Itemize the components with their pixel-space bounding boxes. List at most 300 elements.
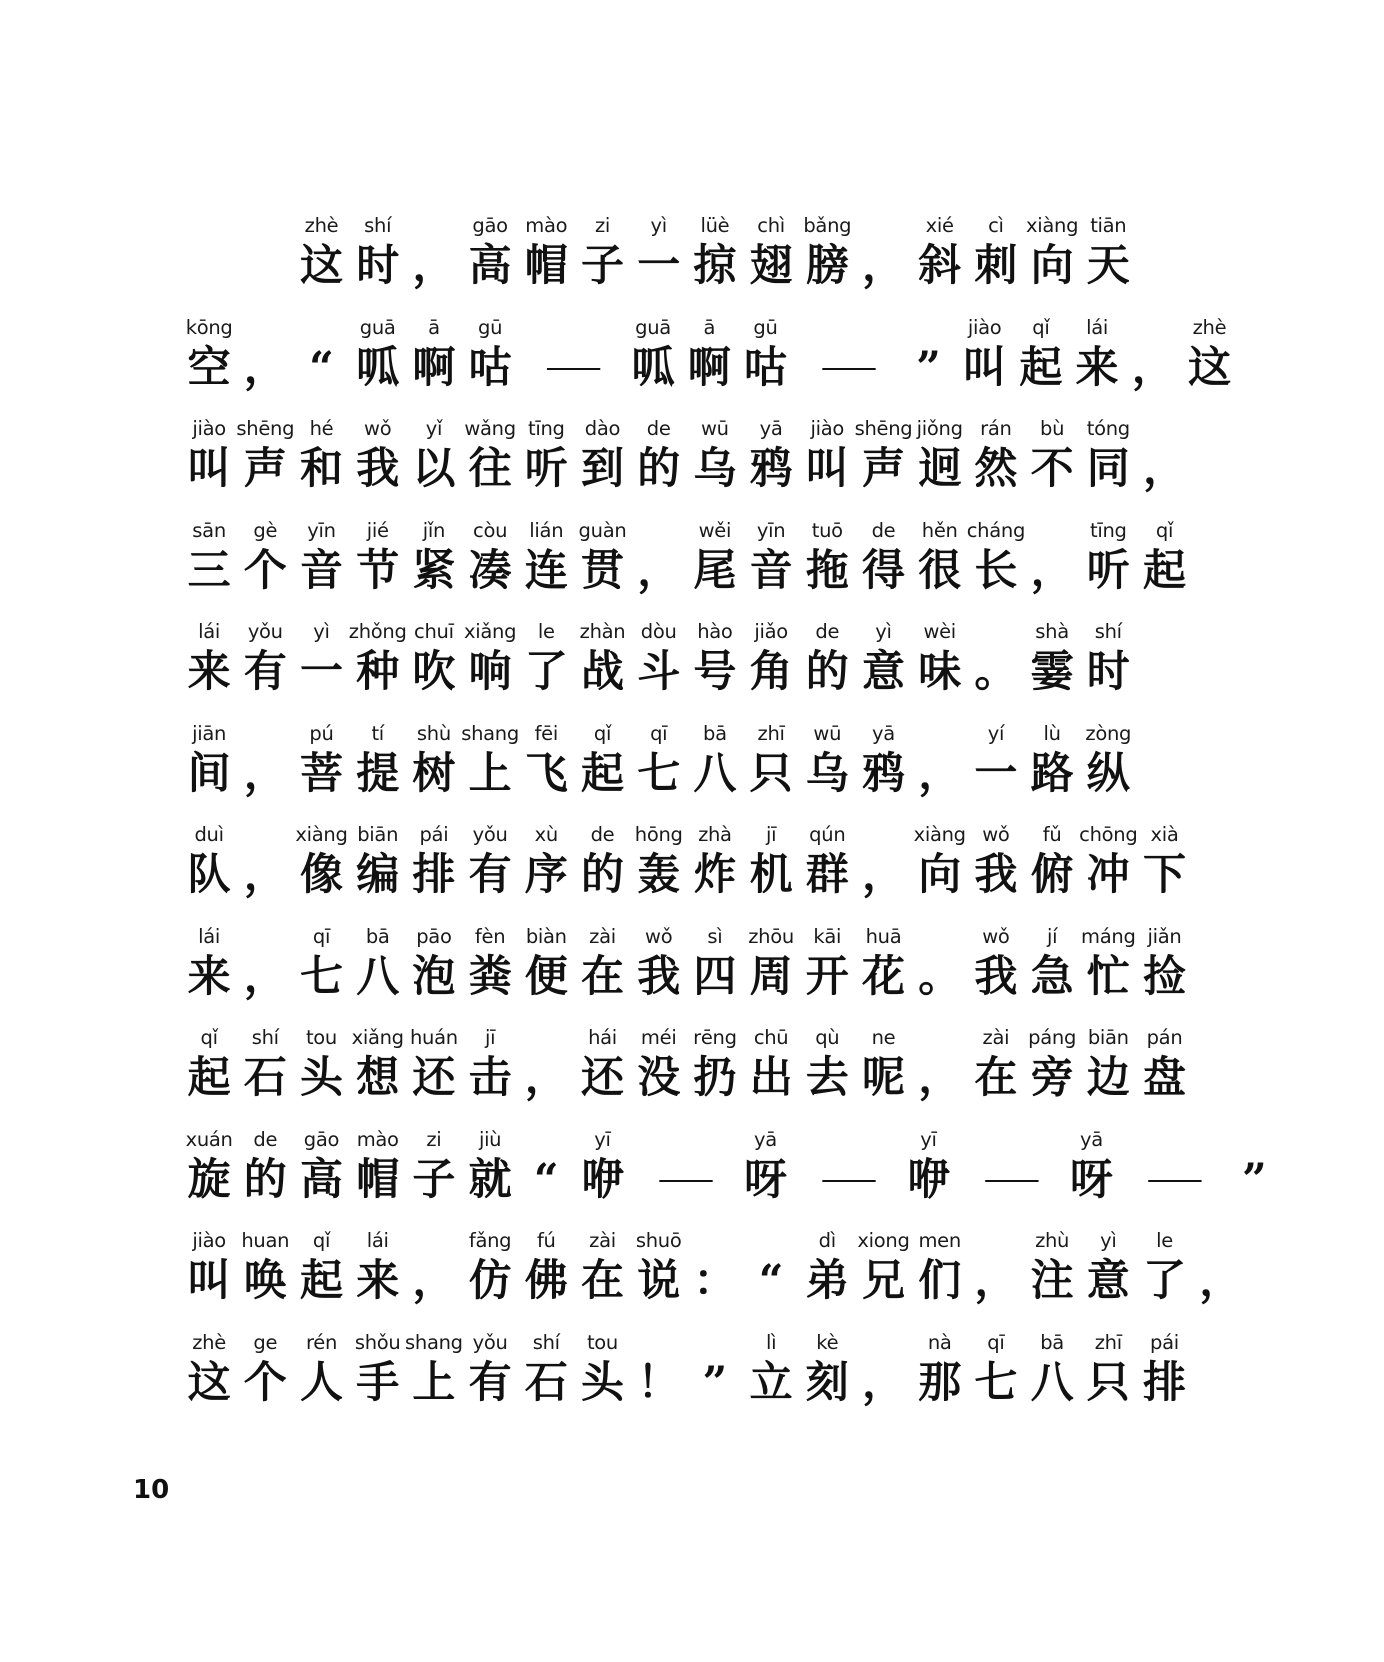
pinyin: de (871, 518, 896, 542)
pinyin: xiàng (913, 823, 966, 846)
hanzi: 击 (468, 1053, 512, 1103)
hanzi: ， (974, 1256, 1018, 1306)
hanzi: ， (243, 748, 287, 799)
hanzi: 个 (243, 545, 287, 596)
punctuation (1193, 1229, 1249, 1325)
text-line (181, 214, 1171, 316)
hanzi: 扔 (693, 1053, 737, 1103)
hanzi: 子 (412, 1154, 456, 1205)
hanzi: ， (243, 342, 287, 393)
hanzi: 立 (749, 1357, 793, 1408)
annotated-character (968, 1026, 1024, 1122)
annotated-character (406, 1128, 462, 1224)
hanzi: 呱 (356, 342, 400, 393)
pinyin-text-block (181, 214, 1267, 1432)
annotated-character (1069, 316, 1125, 412)
punctuation (406, 214, 462, 310)
punctuation (293, 316, 349, 412)
annotated-character (912, 417, 968, 513)
pinyin: tóng (1086, 417, 1130, 440)
pinyin: méi (640, 1026, 677, 1049)
annotated-character (574, 620, 630, 716)
hanzi: 旋 (187, 1154, 231, 1205)
hanzi: 种 (356, 647, 400, 697)
pinyin: rén (305, 1330, 338, 1354)
hanzi: 意 (861, 647, 905, 697)
hanzi: 开 (805, 951, 849, 1002)
hanzi: ！ (637, 1357, 681, 1408)
hanzi: 拖 (805, 545, 849, 596)
annotated-character (743, 620, 799, 716)
hanzi: 只 (749, 748, 793, 799)
pinyin: ā (428, 315, 440, 339)
hanzi: 的 (637, 444, 681, 494)
pinyin: xià (1150, 823, 1179, 846)
hanzi: 有 (243, 647, 287, 697)
hanzi: 得 (861, 545, 905, 596)
annotated-character (912, 1229, 968, 1325)
hanzi: 以 (412, 444, 456, 494)
annotated-character (912, 823, 968, 919)
annotated-character (1024, 214, 1080, 310)
hanzi: 在 (580, 951, 624, 1002)
annotated-character (462, 620, 518, 716)
pinyin: jiǎo (754, 620, 788, 643)
pinyin: lù (1043, 721, 1061, 745)
hanzi: 吹 (412, 647, 456, 697)
annotated-character (518, 722, 574, 818)
punctuation (855, 214, 911, 310)
punctuation (912, 925, 968, 1021)
pinyin: shí (532, 1330, 560, 1354)
annotated-character (293, 1229, 349, 1325)
hanzi: 咕 (743, 342, 787, 393)
punctuation (968, 620, 1024, 716)
annotated-character (518, 925, 574, 1021)
pinyin: rán (980, 417, 1012, 440)
annotated-character (631, 925, 687, 1021)
annotated-character (912, 214, 968, 310)
hanzi: ， (1199, 1256, 1243, 1306)
annotated-character (1136, 1229, 1192, 1325)
hanzi: 上 (468, 748, 512, 799)
annotated-character (518, 214, 574, 310)
pinyin: máng (1081, 924, 1136, 948)
pinyin: qǐ (312, 1229, 331, 1252)
hanzi: 膀 (805, 241, 849, 291)
annotated-character (912, 620, 968, 716)
hanzi: 八 (1030, 1357, 1074, 1408)
annotated-character (518, 1229, 574, 1325)
pinyin: huā (865, 924, 902, 948)
hanzi: —— (983, 1161, 1036, 1197)
annotated-character (462, 417, 518, 513)
annotated-character (574, 417, 630, 513)
pinyin: jiào (192, 1229, 226, 1252)
pinyin: jiān (192, 721, 227, 745)
annotated-character (237, 1229, 293, 1325)
annotated-character (968, 214, 1024, 310)
pinyin: kōng (185, 315, 233, 339)
punctuation (518, 1128, 574, 1224)
punctuation (743, 1229, 799, 1325)
annotated-character (968, 519, 1024, 615)
pinyin: guā (635, 315, 671, 339)
pinyin: dào (584, 417, 621, 440)
hanzi: 和 (299, 444, 343, 494)
hanzi: 角 (749, 647, 793, 697)
hanzi: 忙 (1086, 951, 1130, 1002)
annotated-character (350, 620, 406, 716)
hanzi: 捡 (1142, 951, 1186, 1002)
pinyin: ge (253, 1330, 278, 1354)
annotated-character (631, 214, 687, 310)
hanzi: 了 (1142, 1256, 1186, 1306)
hanzi: 我 (356, 444, 400, 494)
pinyin: lián (529, 518, 564, 542)
punctuation (687, 1229, 743, 1325)
hanzi: 一 (299, 647, 343, 697)
annotated-character (462, 316, 518, 412)
annotated-character (1136, 1026, 1192, 1122)
pinyin: fēi (534, 721, 558, 745)
hanzi: 七 (974, 1357, 1018, 1408)
annotated-character (799, 1229, 855, 1325)
hanzi: 叫 (187, 1256, 231, 1306)
hanzi: 队 (187, 850, 231, 900)
punctuation (237, 925, 293, 1021)
pinyin: yǒu (472, 1330, 508, 1354)
pinyin: lì (765, 1330, 777, 1354)
pinyin: ne (871, 1026, 896, 1049)
pinyin: còu (473, 518, 508, 542)
hanzi: 响 (468, 647, 512, 697)
hanzi: 石 (243, 1053, 287, 1103)
pinyin: tou (586, 1330, 619, 1354)
annotated-character (237, 620, 293, 716)
annotated-character (912, 1331, 968, 1427)
hanzi: 七 (637, 748, 681, 799)
pinyin: le (1156, 1229, 1173, 1252)
pinyin: shuō (635, 1229, 682, 1252)
hanzi: 急 (1030, 951, 1074, 1002)
annotated-character (1080, 1331, 1136, 1427)
punctuation (518, 316, 625, 412)
annotated-character (687, 722, 743, 818)
pinyin: pú (309, 721, 334, 745)
annotated-character (181, 316, 237, 412)
hanzi: —— (545, 349, 598, 385)
pinyin: bǎng (803, 214, 852, 237)
punctuation (912, 1026, 968, 1122)
hanzi: 石 (524, 1357, 568, 1408)
punctuation (855, 1331, 911, 1427)
hanzi: 时 (356, 241, 400, 291)
annotated-character (181, 1331, 237, 1427)
annotated-character (350, 1128, 406, 1224)
punctuation (794, 316, 901, 412)
punctuation (1125, 316, 1181, 412)
annotated-character (406, 925, 462, 1021)
hanzi: 声 (861, 444, 905, 494)
hanzi: “ (758, 1256, 784, 1306)
pinyin: huan (241, 1229, 290, 1252)
pinyin: gū (753, 315, 778, 339)
annotated-character (181, 417, 237, 513)
pinyin: pāo (416, 924, 452, 948)
hanzi: 说 (637, 1256, 681, 1306)
hanzi: 兄 (861, 1256, 905, 1306)
annotated-character (900, 1128, 956, 1224)
pinyin: wū (701, 417, 729, 440)
hanzi: 意 (1086, 1256, 1130, 1306)
pinyin: tuō (811, 518, 843, 542)
hanzi: 很 (918, 545, 962, 596)
annotated-character (855, 1026, 911, 1122)
hanzi: 掠 (693, 241, 737, 291)
pinyin: zhōu (748, 924, 794, 948)
hanzi: 佛 (524, 1256, 568, 1306)
pinyin: bā (1040, 1330, 1064, 1354)
annotated-character (743, 1331, 799, 1427)
hanzi: 一 (974, 748, 1018, 799)
pinyin: lái (198, 620, 221, 643)
pinyin: tou (305, 1026, 338, 1049)
pinyin: guàn (578, 518, 627, 542)
hanzi: 周 (749, 951, 793, 1002)
pinyin: duì (194, 823, 224, 846)
text-line (181, 1330, 1186, 1433)
hanzi: 帽 (356, 1154, 400, 1205)
annotated-character (1181, 316, 1237, 412)
annotated-character (631, 823, 687, 919)
text-line (181, 1026, 1186, 1128)
text-line (181, 620, 1171, 722)
punctuation (1226, 1128, 1282, 1224)
annotated-character (462, 214, 518, 310)
annotated-character (968, 925, 1024, 1021)
annotated-character (518, 417, 574, 513)
hanzi: 起 (299, 1256, 343, 1306)
text-line (181, 1229, 1243, 1331)
annotated-character (1024, 417, 1080, 513)
pinyin: jī (765, 823, 777, 846)
pinyin: xiàng (295, 823, 348, 846)
pinyin: hào (697, 620, 733, 643)
pinyin: xiǎng (351, 1026, 404, 1049)
pinyin: qǐ (1032, 315, 1050, 339)
hanzi: 花 (861, 951, 905, 1002)
pinyin: shù (416, 721, 451, 745)
hanzi: ， (524, 1053, 568, 1103)
pinyin: de (646, 417, 671, 440)
pinyin: gū (478, 315, 503, 339)
hanzi: 听 (524, 444, 568, 494)
hanzi: 节 (356, 545, 400, 596)
hanzi: ， (243, 951, 287, 1002)
pinyin: zi (426, 1127, 442, 1151)
annotated-character (1136, 519, 1192, 615)
annotated-character (687, 519, 743, 615)
annotated-character (293, 1331, 349, 1427)
hanzi: 翅 (749, 241, 793, 291)
hanzi: 到 (580, 444, 624, 494)
annotated-character (1080, 417, 1136, 513)
annotated-character (799, 722, 855, 818)
hanzi: 去 (805, 1053, 849, 1103)
pinyin: yì (313, 620, 330, 643)
text-line (181, 722, 1171, 824)
pinyin: wǒ (364, 417, 392, 440)
pinyin: kāi (813, 924, 842, 948)
annotated-character (574, 925, 630, 1021)
pinyin: pái (1150, 1330, 1179, 1354)
hanzi: 一 (637, 241, 681, 291)
punctuation (957, 1128, 1064, 1224)
pinyin: fú (536, 1229, 556, 1252)
annotated-character (687, 620, 743, 716)
annotated-character (631, 620, 687, 716)
annotated-character (181, 519, 237, 615)
annotated-character (687, 823, 743, 919)
punctuation (968, 1229, 1024, 1325)
annotated-character (968, 823, 1024, 919)
pinyin: zhī (757, 721, 785, 745)
pinyin: de (253, 1127, 278, 1151)
annotated-character (406, 823, 462, 919)
hanzi: 听 (1086, 545, 1130, 596)
pinyin: jiào (810, 417, 845, 440)
hanzi: 呀 (743, 1154, 787, 1205)
annotated-character (462, 722, 518, 818)
annotated-character (462, 1229, 518, 1325)
annotated-character (462, 1026, 518, 1122)
hanzi: 音 (749, 545, 793, 596)
annotated-character (181, 925, 237, 1021)
pinyin: jiào (967, 315, 1002, 339)
hanzi: 唤 (243, 1256, 287, 1306)
hanzi: 叫 (805, 444, 849, 494)
annotated-character (968, 417, 1024, 513)
annotated-character (1063, 1128, 1119, 1224)
annotated-character (574, 1331, 630, 1427)
pinyin: chū (753, 1026, 789, 1049)
hanzi: —— (820, 349, 873, 385)
annotated-character (518, 620, 574, 716)
pinyin: zhù (1035, 1229, 1070, 1252)
annotated-character (687, 1026, 743, 1122)
hanzi: 轰 (637, 850, 681, 900)
hanzi: 连 (524, 545, 568, 596)
pinyin: gāo (303, 1127, 340, 1151)
pinyin: lái (366, 1229, 389, 1252)
pinyin: zhè (192, 1330, 226, 1354)
pinyin: zhī (1094, 1330, 1122, 1354)
punctuation (855, 823, 911, 919)
annotated-character (855, 722, 911, 818)
punctuation (237, 823, 293, 919)
pinyin: guā (359, 315, 396, 339)
punctuation (687, 1331, 743, 1427)
annotated-character (181, 620, 237, 716)
pinyin: yīn (307, 518, 336, 542)
hanzi: 提 (356, 748, 400, 799)
pinyin: hái (588, 1026, 617, 1049)
hanzi: 手 (356, 1357, 400, 1408)
pinyin: wěi (698, 518, 732, 542)
hanzi: 的 (580, 850, 624, 900)
pinyin: yī (920, 1127, 937, 1151)
hanzi: ， (861, 850, 905, 900)
hanzi: ， (1131, 342, 1175, 393)
annotated-character (237, 1026, 293, 1122)
pinyin: dòu (640, 620, 677, 643)
annotated-character (1024, 1229, 1080, 1325)
pinyin: qù (815, 1026, 840, 1049)
hanzi: 。 (918, 951, 962, 1002)
hanzi: 天 (1086, 241, 1130, 291)
hanzi: 尾 (693, 545, 737, 596)
annotated-character (799, 214, 855, 310)
pinyin: gāo (472, 214, 508, 237)
hanzi: ， (637, 545, 681, 596)
hanzi: 的 (805, 647, 849, 697)
pinyin: shēng (854, 417, 913, 440)
annotated-character (855, 620, 911, 716)
annotated-character (737, 1128, 793, 1224)
hanzi: 路 (1030, 748, 1074, 799)
pinyin: cì (988, 214, 1004, 237)
hanzi: 个 (243, 1357, 287, 1408)
hanzi: 没 (637, 1053, 681, 1103)
annotated-character (462, 925, 518, 1021)
hanzi: 排 (412, 850, 456, 900)
annotated-character (687, 214, 743, 310)
hanzi: 人 (299, 1357, 343, 1408)
annotated-character (518, 823, 574, 919)
pinyin: zhà (698, 823, 732, 846)
pinyin: zòng (1085, 721, 1132, 745)
hanzi: 注 (1030, 1256, 1074, 1306)
hanzi: 斜 (918, 241, 962, 291)
annotated-character (631, 1229, 687, 1325)
hanzi: 啊 (412, 342, 456, 393)
pinyin: xiong (857, 1229, 910, 1252)
annotated-character (350, 417, 406, 513)
pinyin: lái (198, 924, 221, 948)
hanzi: 霎 (1030, 647, 1074, 697)
hanzi: ， (918, 748, 962, 799)
annotated-character (574, 1128, 630, 1224)
pinyin: shang (405, 1330, 463, 1354)
annotated-character (462, 823, 518, 919)
hanzi: 号 (693, 647, 737, 697)
hanzi: 还 (412, 1053, 456, 1103)
hanzi: 来 (187, 951, 231, 1002)
annotated-character (855, 417, 911, 513)
annotated-character (181, 722, 237, 818)
pinyin: fèn (474, 924, 506, 948)
annotated-character (855, 925, 911, 1021)
pinyin: chuī (414, 620, 454, 643)
hanzi: 啊 (687, 342, 731, 393)
hanzi: ， (412, 1256, 456, 1306)
text-line (181, 518, 1186, 621)
hanzi: 有 (468, 850, 512, 900)
hanzi: 咿 (580, 1154, 624, 1205)
annotated-character (462, 1331, 518, 1427)
hanzi: ： (693, 1256, 737, 1306)
